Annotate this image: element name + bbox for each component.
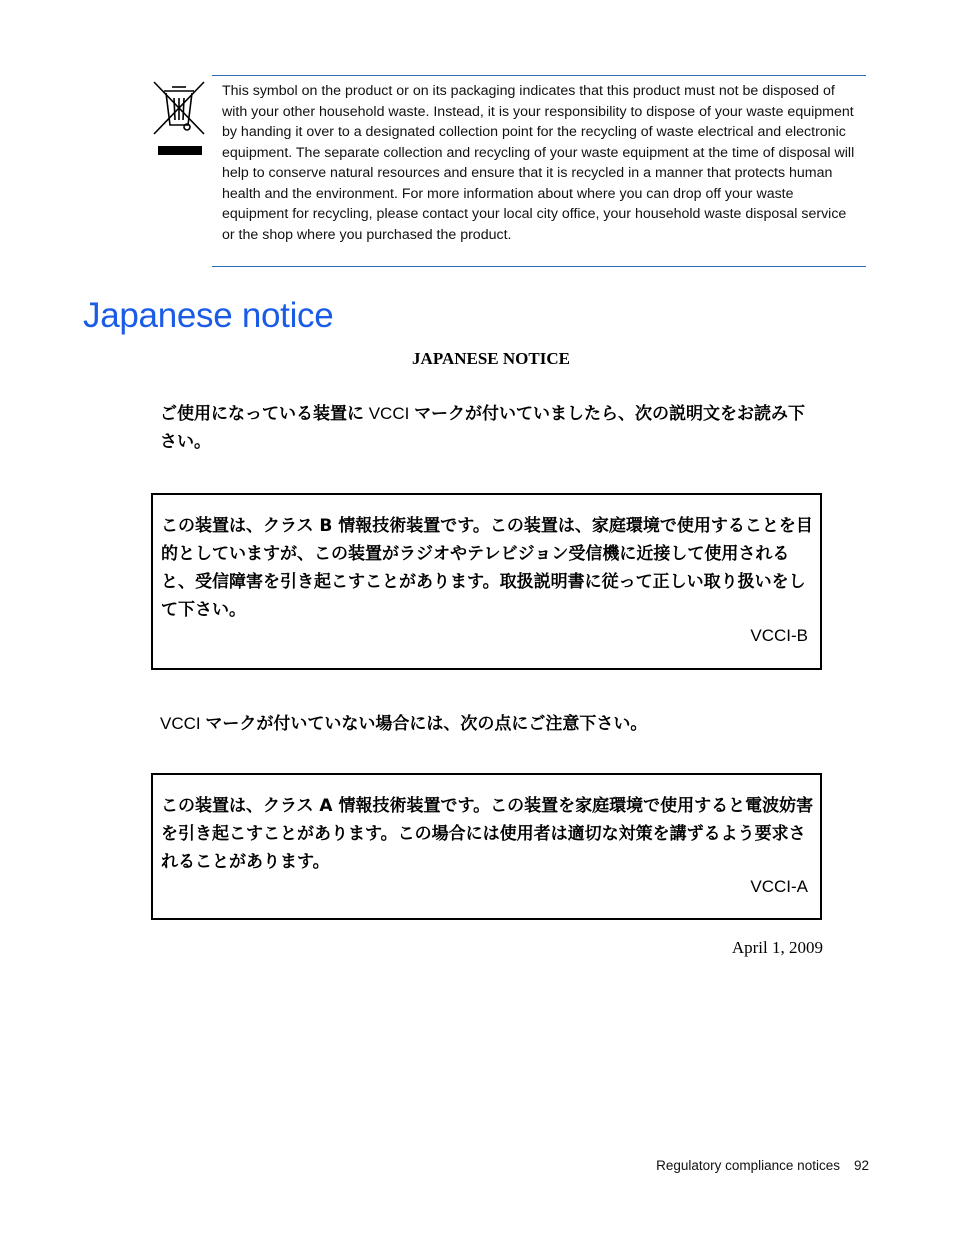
japanese-intro-text — [160, 400, 820, 456]
vcci-b-text-part1: この装置は、クラス — [161, 516, 314, 536]
vcci-a-text-part2: 情報技術装置です。この装置を家庭環境で使用すると電波妨害を引き起こすことがあります。この場合には使用者は適切な対策を講ずるよう要求されることがあります。 — [161, 796, 814, 872]
vcci-b-class-letter: B — [313, 516, 339, 536]
vcci-b-text-part2: 情報技術装置です。この装置は、家庭環境で使用することを目的としていますが、この装置がラジオやテレビジョン受信機に近接して使用されると、受信障害を引き起こすことがあります。取扱説明書に従って正しい取り扱いをして下さい。 — [161, 516, 813, 620]
page-number: 92 — [853, 1158, 869, 1173]
mid-text: マークが付いていない場合には、次の点にご注意下さい。 — [205, 714, 648, 734]
footer-section-name: Regulatory compliance notices — [656, 1158, 840, 1173]
vcci-a-notice-text — [161, 792, 821, 876]
mid-vcci: VCCI — [160, 714, 206, 733]
section-title: Japanese notice — [83, 296, 334, 335]
intro-text-prefix: ご使用になっている装置に — [160, 404, 364, 424]
vcci-a-label: VCCI-A — [750, 877, 808, 896]
intro-text-suffix: マークが付いていましたら、次の説明文をお読み下さい。 — [160, 404, 806, 452]
vcci-b-notice-box — [151, 493, 822, 670]
no-vcci-mark-text — [160, 710, 820, 738]
vcci-a-class-letter: A — [313, 796, 339, 816]
weee-notice-text: This symbol on the product or on its packaging indicates that this product must not be disposed of with your other household waste. Instead, it is your responsibility to dispose of your waste equipment by handing it over to a designated collection point for the recycling of waste electrical and electronic equipment. The separate collection and recycling of your waste equipment at the time of disposal will help to conserve natural resources and ensure that it is recycled in a manner that protects human health and the environment. For more information about where you can drop off your waste equipment for recycling, please contact your local city office, your household waste disposal service or the shop where you purchased the product. — [222, 83, 855, 243]
notice-date: April 1, 2009 — [731, 938, 823, 957]
japanese-notice-heading: JAPANESE NOTICE — [412, 349, 570, 368]
weee-notice-block — [212, 75, 866, 267]
vcci-a-text-part1: この装置は、クラス — [161, 796, 314, 816]
page-footer — [656, 1158, 869, 1173]
crossed-out-wheelie-bin-icon — [150, 78, 208, 158]
vcci-b-notice-text — [161, 512, 821, 624]
intro-vcci: VCCI — [364, 404, 415, 423]
vcci-b-label: VCCI-B — [750, 626, 808, 645]
vcci-a-notice-box — [151, 773, 822, 920]
